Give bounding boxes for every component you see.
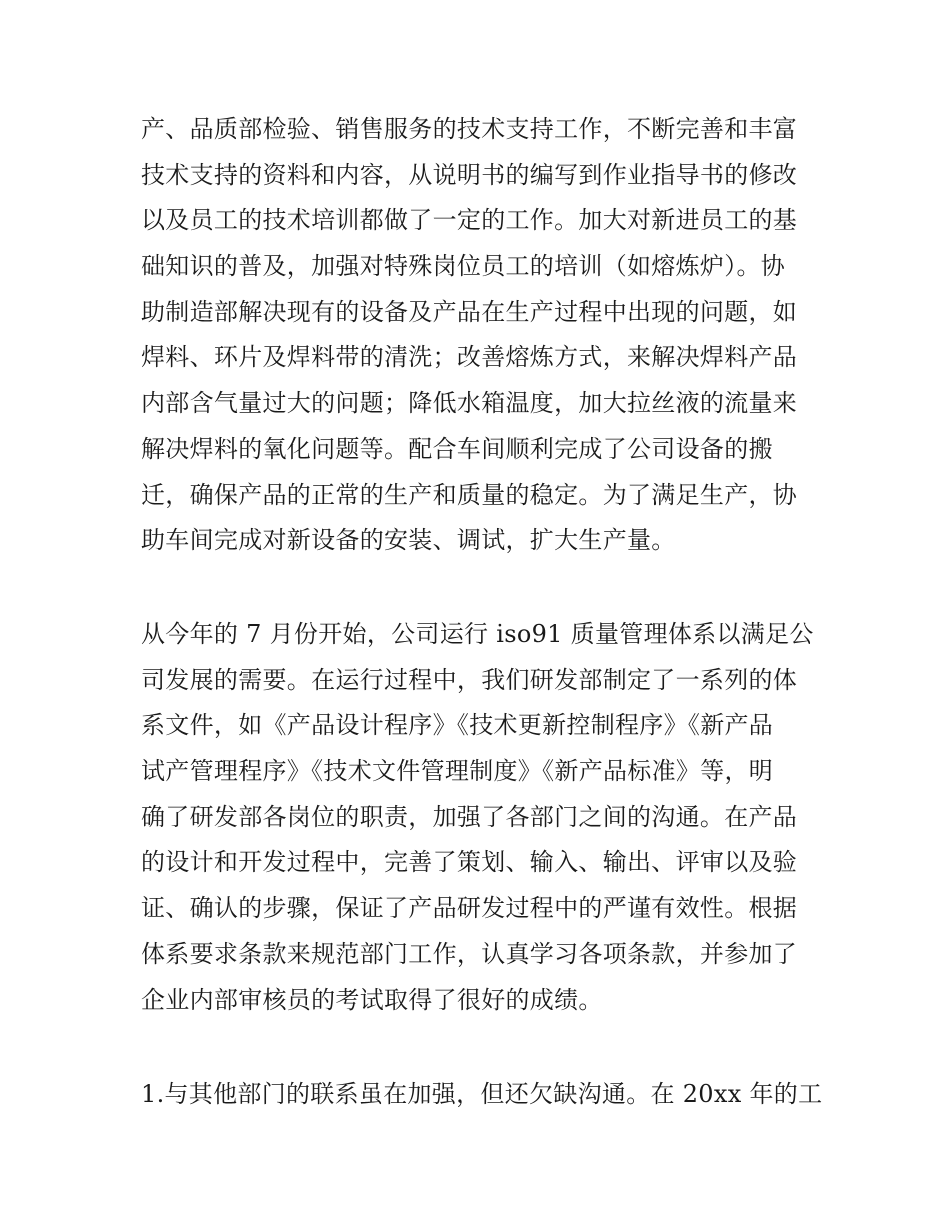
text-line: 内部含气量过大的问题；降低水箱温度，加大拉丝液的流量来 [141,389,798,418]
text-line: 证、确认的步骤，保证了产品研发过程中的严谨有效性。根据 [141,894,798,923]
text-line: 1.与其他部门的联系虽在加强，但还欠缺沟通。在 20xx 年的工 [141,1080,823,1108]
text-line: 确了研发部各岗位的职责，加强了各部门之间的沟通。在产品 [141,802,798,831]
text-line: 的设计和开发过程中，完善了策划、输入、输出、评审以及验 [141,848,798,877]
text-line: 础知识的普及，加强对特殊岗位员工的培训（如熔炼炉）。协 [141,252,786,281]
paragraph-technical-support [141,107,821,564]
text-line: 产、品质部检验、销售服务的技术支持工作，不断完善和丰富 [141,115,798,143]
paragraph-shortcomings [141,1072,821,1118]
text-line: 体系要求条款来规范部门工作，认真学习各项条款，并参加了 [141,939,798,968]
text-line: 试产管理程序》《技术文件管理制度》《新产品标准》等，明 [141,757,774,786]
text-line: 以及员工的技术培训都做了一定的工作。加大对新进员工的基 [141,206,798,235]
text-line: 助车间完成对新设备的安装、调试，扩大生产量。 [141,526,676,555]
text-line: 系文件，如《产品设计程序》《技术更新控制程序》《新产品 [141,711,774,740]
text-line: 焊料、环片及焊料带的清洗；改善熔炼方式，来解决焊料产品 [141,343,798,372]
text-line: 从今年的 7 月份开始，公司运行 iso91 质量管理体系以满足公 [141,620,814,648]
text-line: 迁，确保产品的正常的生产和质量的稳定。为了满足生产，协 [141,480,798,509]
text-line: 司发展的需要。在运行过程中，我们研发部制定了一系列的体 [141,665,798,694]
text-line: 企业内部审核员的考试取得了很好的成绩。 [141,985,603,1014]
text-line: 助制造部解决现有的设备及产品在生产过程中出现的问题，如 [141,297,798,326]
text-line: 技术支持的资料和内容，从说明书的编写到作业指导书的修改 [141,160,798,189]
paragraph-quality-system [141,612,821,1023]
text-line: 解决焊料的氧化问题等。配合车间顺利完成了公司设备的搬 [141,434,773,463]
